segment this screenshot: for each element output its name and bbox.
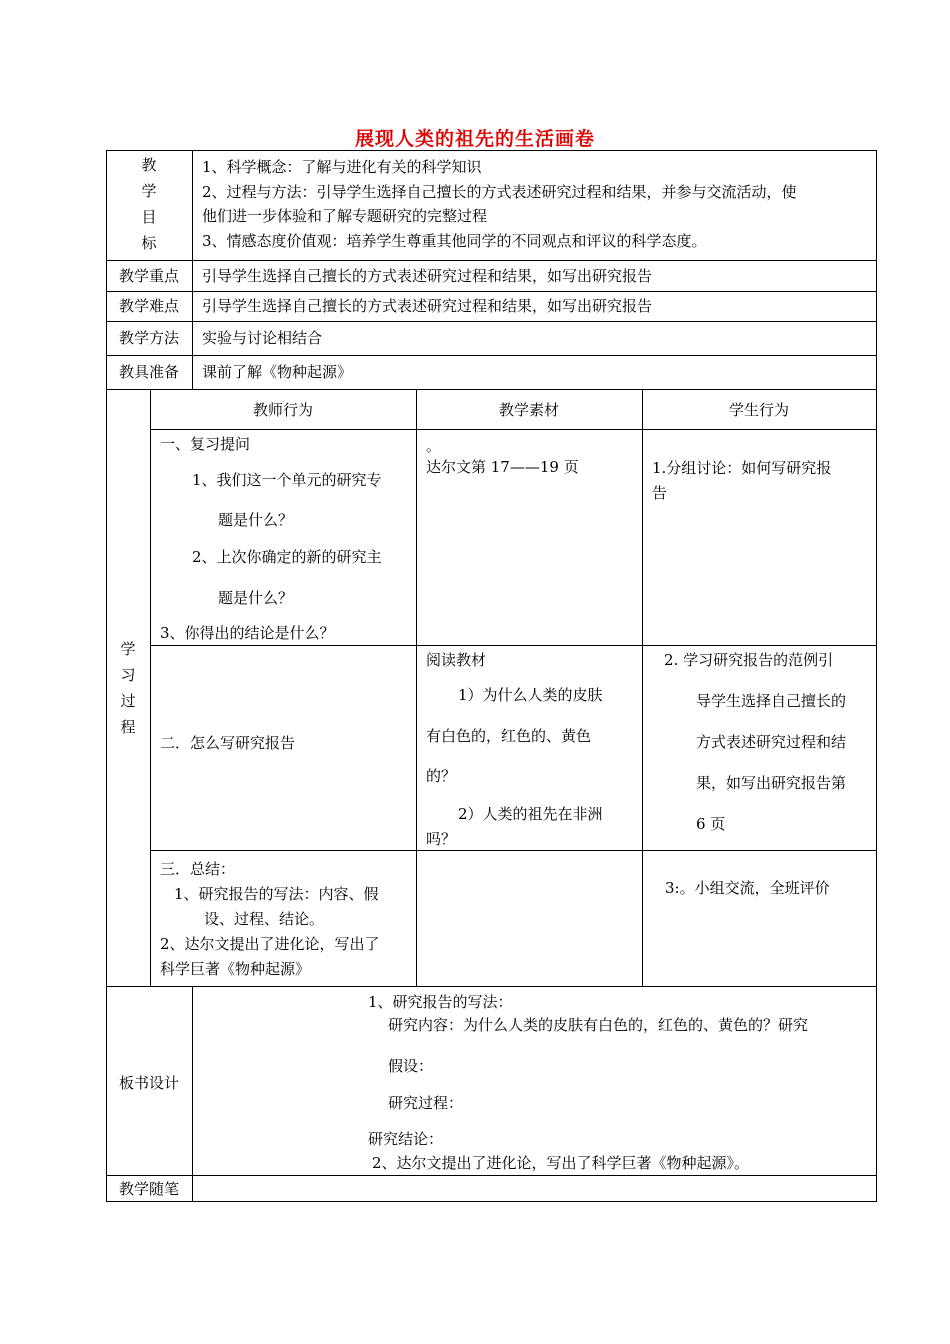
rule-row1-bottom: [150, 645, 877, 646]
header-material: 教学素材: [498, 401, 559, 419]
r2-material-line-5: 2）人类的祖先在非洲: [458, 805, 603, 823]
header-teacher: 教师行为: [252, 401, 313, 419]
method-label: 教学方法: [118, 329, 179, 347]
process-label-4: 程: [120, 718, 136, 736]
r3-teacher-line-4: 2、达尔文提出了进化论，写出了: [160, 935, 380, 953]
board-line-1: 1、研究报告的写法：: [368, 993, 513, 1011]
objectives-label-4: 标: [141, 234, 157, 252]
rule-top: [106, 150, 877, 151]
method-value: 实验与讨论相结合: [202, 329, 323, 347]
rule-bottom: [106, 1201, 877, 1202]
board-label: 板书设计: [118, 1074, 179, 1092]
objectives-label-1: 教: [141, 156, 157, 174]
rule-board-bottom: [106, 1175, 877, 1176]
rule-label-divider: [192, 150, 193, 389]
process-label-1: 学: [120, 640, 136, 658]
r3-teacher-line-1: 三．总结：: [160, 860, 236, 878]
rule-col-material-student: [642, 389, 643, 986]
rule-method-bottom: [106, 355, 877, 356]
key-point-value: 引导学生选择自己擅长的方式表述研究过程和结果，如写出研究报告: [202, 267, 653, 285]
objective-line-1: 1、科学概念：了解与进化有关的科学知识: [202, 158, 482, 176]
rule-row2-bottom: [150, 850, 877, 851]
r3-teacher-line-3: 设、过程、结论。: [204, 910, 325, 928]
prep-label: 教具准备: [118, 363, 179, 381]
key-point-label: 教学重点: [118, 267, 179, 285]
r2-student-line-1: 2. 学习研究报告的范例引: [664, 651, 834, 669]
board-line-6: 2、达尔文提出了进化论，写出了科学巨著《物种起源》。: [372, 1154, 750, 1172]
rule-board-divider: [192, 986, 193, 1202]
process-label-2: 习: [120, 666, 136, 684]
r1-teacher-line-6: 3、你得出的结论是什么？: [160, 624, 335, 642]
r3-student-line-1: 3:。小组交流，全班评价: [665, 879, 830, 897]
board-line-2: 研究内容：为什么人类的皮肤有白色的，红色的、黄色的？研究: [388, 1016, 809, 1034]
r3-teacher-line-2: 1、研究报告的写法：内容、假: [174, 885, 379, 903]
rule-process-label-divider: [150, 389, 151, 986]
r1-teacher-line-3: 题是什么？: [218, 511, 294, 529]
r1-student-line-2: 告: [652, 484, 668, 502]
r2-material-line-3: 有白色的，红色的、黄色: [426, 727, 592, 745]
r2-teacher-line-1: 二．怎么写研究报告: [160, 734, 296, 752]
r2-material-line-4: 的？: [426, 767, 457, 785]
board-line-3: 假设：: [388, 1057, 434, 1075]
r2-student-line-4: 果，如写出研究报告第: [696, 774, 847, 792]
r2-material-line-6: 吗？: [426, 830, 457, 848]
rule-difficulty-bottom: [106, 321, 877, 322]
r1-teacher-line-5: 题是什么？: [218, 589, 294, 607]
board-line-4: 研究过程：: [388, 1094, 464, 1112]
r1-teacher-line-1: 一、复习提问: [160, 435, 251, 453]
r1-material-line-1: 。: [426, 437, 442, 455]
rule-header-bottom: [150, 429, 877, 430]
r2-student-line-3: 方式表述研究过程和结: [696, 733, 847, 751]
rule-right: [876, 150, 877, 1202]
objective-line-4: 3、情感态度价值观：培养学生尊重其他同学的不同观点和评议的科学态度。: [202, 232, 707, 250]
rule-col-teacher-material: [416, 389, 417, 986]
process-label-3: 过: [120, 692, 136, 710]
r2-student-line-2: 导学生选择自己擅长的: [696, 692, 847, 710]
r1-teacher-line-4: 2、上次你确定的新的研究主: [192, 548, 382, 566]
objectives-label-3: 目: [141, 208, 157, 226]
r2-material-line-1: 阅读教材: [426, 651, 487, 669]
rule-objectives-bottom: [106, 260, 877, 261]
rule-process-bottom: [106, 986, 877, 987]
r3-teacher-line-5: 科学巨著《物种起源》: [160, 960, 311, 978]
r2-material-line-2: 1）为什么人类的皮肤: [458, 686, 603, 704]
r1-teacher-line-2: 1、我们这一个单元的研究专: [192, 471, 382, 489]
rule-prep-bottom: [106, 389, 877, 390]
objective-line-2: 2、过程与方法：引导学生选择自己擅长的方式表述研究过程和结果，并参与交流活动，使: [202, 183, 797, 201]
objectives-label-2: 学: [141, 182, 157, 200]
notes-label: 教学随笔: [118, 1180, 179, 1198]
page-title: 展现人类的祖先的生活画卷: [354, 128, 595, 150]
difficulty-value: 引导学生选择自己擅长的方式表述研究过程和结果，如写出研究报告: [202, 297, 653, 315]
prep-value: 课前了解《物种起源》: [202, 363, 353, 381]
header-student: 学生行为: [728, 401, 789, 419]
r1-material-line-2: 达尔文第 17——19 页: [426, 458, 579, 476]
r2-student-line-5: 6 页: [696, 815, 726, 833]
r1-student-line-1: 1.分组讨论：如何写研究报: [652, 459, 832, 477]
board-line-5: 研究结论：: [368, 1130, 444, 1148]
objective-line-3: 他们进一步体验和了解专题研究的完整过程: [202, 207, 488, 225]
rule-key-bottom: [106, 291, 877, 292]
difficulty-label: 教学难点: [118, 297, 179, 315]
